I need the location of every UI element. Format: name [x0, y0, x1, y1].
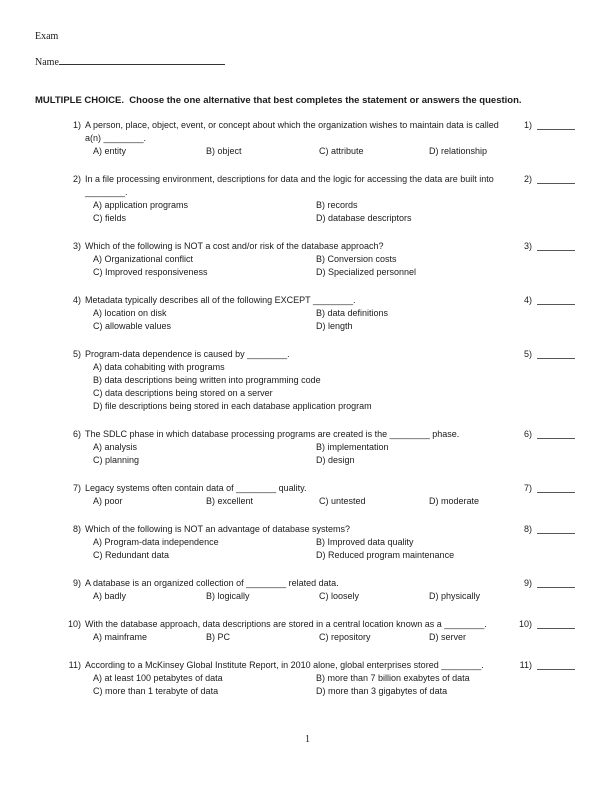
question-number: 5) — [72, 349, 81, 359]
answer-blank-line — [537, 428, 575, 439]
option: C) loosely — [319, 591, 360, 601]
question — [62, 523, 578, 562]
question — [62, 618, 578, 644]
option: B) records — [316, 200, 358, 210]
answer-slot — [508, 240, 578, 279]
question — [62, 119, 578, 158]
option: D) physically — [429, 591, 481, 601]
option: B) more than 7 billion exabytes of data — [316, 673, 470, 683]
option: A) Organizational conflict — [93, 254, 194, 264]
question-text: Which of the following is NOT an advantage of database systems? — [85, 524, 350, 534]
answer-slot — [508, 618, 578, 644]
option: C) fields — [93, 213, 127, 223]
name-label: Name — [35, 57, 59, 68]
option: B) PC — [206, 632, 231, 642]
answer-slot — [508, 348, 578, 413]
answer-number: 5) — [523, 349, 532, 359]
question-number: 1) — [72, 120, 81, 130]
option: D) relationship — [429, 146, 488, 156]
answer-number: 11) — [519, 660, 532, 670]
question — [62, 428, 578, 467]
answer-slot — [508, 577, 578, 603]
option: B) logically — [206, 591, 250, 601]
answer-blank-line — [537, 348, 575, 359]
question-number: 10) — [67, 619, 81, 629]
answer-blank-line — [537, 119, 575, 130]
option: B) excellent — [206, 496, 254, 506]
question-text: Metadata typically describes all of the following EXCEPT ________. — [85, 295, 356, 305]
question-text: According to a McKinsey Global Institute Report, in 2010 alone, global enterprises stored ________. — [85, 660, 484, 670]
option: B) Conversion costs — [316, 254, 397, 264]
option: A) entity — [93, 146, 127, 156]
option: A) application programs — [93, 200, 189, 210]
answer-number: 10) — [518, 619, 532, 629]
option: A) badly — [93, 591, 127, 601]
option: C) more than 1 terabyte of data — [93, 686, 219, 696]
option: A) analysis — [93, 442, 138, 452]
page-number: 1 — [305, 734, 310, 745]
option: A) poor — [93, 496, 123, 506]
option: D) database descriptors — [316, 213, 412, 223]
option: D) file descriptions being stored in each database application program — [93, 401, 372, 411]
answer-number: 3) — [523, 241, 532, 251]
option: D) moderate — [429, 496, 480, 506]
answer-slot — [508, 523, 578, 562]
answer-slot — [508, 119, 578, 158]
answer-blank-line — [537, 523, 575, 534]
question — [62, 294, 578, 333]
option: B) implementation — [316, 442, 389, 452]
option: C) data descriptions being stored on a server — [93, 388, 273, 398]
question-number: 2) — [72, 174, 81, 184]
answer-number: 4) — [523, 295, 532, 305]
option: D) Reduced program maintenance — [316, 550, 455, 560]
question — [62, 482, 578, 508]
option: C) planning — [93, 455, 140, 465]
option: A) Program-data independence — [93, 537, 219, 547]
question-number: 11) — [68, 660, 81, 670]
option: A) mainframe — [93, 632, 148, 642]
option: B) Improved data quality — [316, 537, 414, 547]
question-text: With the database approach, data descriptions are stored in a central location known as a ________. — [85, 619, 487, 629]
question — [62, 577, 578, 603]
question-number: 6) — [72, 429, 81, 439]
answer-slot — [508, 428, 578, 467]
option: C) Improved responsiveness — [93, 267, 208, 277]
option: B) object — [206, 146, 242, 156]
instructions: MULTIPLE CHOICE. Choose the one alternative that best completes the statement or answers the question. — [35, 95, 522, 106]
option: C) attribute — [319, 146, 364, 156]
option: A) location on disk — [93, 308, 167, 318]
answer-slot — [508, 482, 578, 508]
answer-number: 7) — [523, 483, 532, 493]
answer-number: 6) — [523, 429, 532, 439]
answer-blank-line — [537, 294, 575, 305]
answer-slot — [508, 659, 578, 698]
question — [62, 173, 578, 225]
question-list — [35, 119, 578, 698]
answer-number: 2) — [523, 174, 532, 184]
question-number: 4) — [72, 295, 81, 305]
option: A) at least 100 petabytes of data — [93, 673, 223, 683]
answer-slot — [508, 294, 578, 333]
option: A) data cohabiting with programs — [93, 362, 225, 372]
option: D) design — [316, 455, 355, 465]
answer-number: 8) — [523, 524, 532, 534]
answer-slot — [508, 173, 578, 225]
question-text: Legacy systems often contain data of ________ quality. — [85, 483, 307, 493]
option: B) data descriptions being written into programming code — [93, 375, 321, 385]
option: D) Specialized personnel — [316, 267, 417, 277]
answer-blank-line — [537, 659, 575, 670]
name-blank-line — [59, 54, 225, 65]
question-text: In a file processing environment, descriptions for data and the logic for accessing the data are built into ________. — [85, 174, 494, 197]
question-number: 8) — [72, 524, 81, 534]
option: C) untested — [319, 496, 366, 506]
answer-blank-line — [537, 482, 575, 493]
question-text: The SDLC phase in which database processing programs are created is the ________ phase. — [85, 429, 460, 439]
option: C) repository — [319, 632, 371, 642]
answer-blank-line — [537, 173, 575, 184]
name-row — [35, 54, 578, 69]
question — [62, 659, 578, 698]
option: C) Redundant data — [93, 550, 170, 560]
answer-blank-line — [537, 618, 575, 629]
option: D) length — [316, 321, 353, 331]
question-text: A database is an organized collection of ________ related data. — [85, 578, 339, 588]
question-text: A person, place, object, event, or concept about which the organization wishes to maintain data is called a(n) ________. — [85, 120, 499, 143]
question-number: 9) — [72, 578, 81, 588]
answer-number: 9) — [523, 578, 532, 588]
option: D) server — [429, 632, 467, 642]
option: D) more than 3 gigabytes of data — [316, 686, 448, 696]
question — [62, 240, 578, 279]
question-number: 7) — [72, 483, 81, 493]
answer-blank-line — [537, 577, 575, 588]
exam-label: Exam — [35, 31, 59, 42]
answer-blank-line — [537, 240, 575, 251]
option: B) data definitions — [316, 308, 389, 318]
question-text: Which of the following is NOT a cost and/or risk of the database approach? — [85, 241, 384, 251]
question-number: 3) — [72, 241, 81, 251]
option: C) allowable values — [93, 321, 172, 331]
question-text: Program-data dependence is caused by ________. — [85, 349, 290, 359]
question — [62, 348, 578, 413]
answer-number: 1) — [523, 120, 532, 130]
